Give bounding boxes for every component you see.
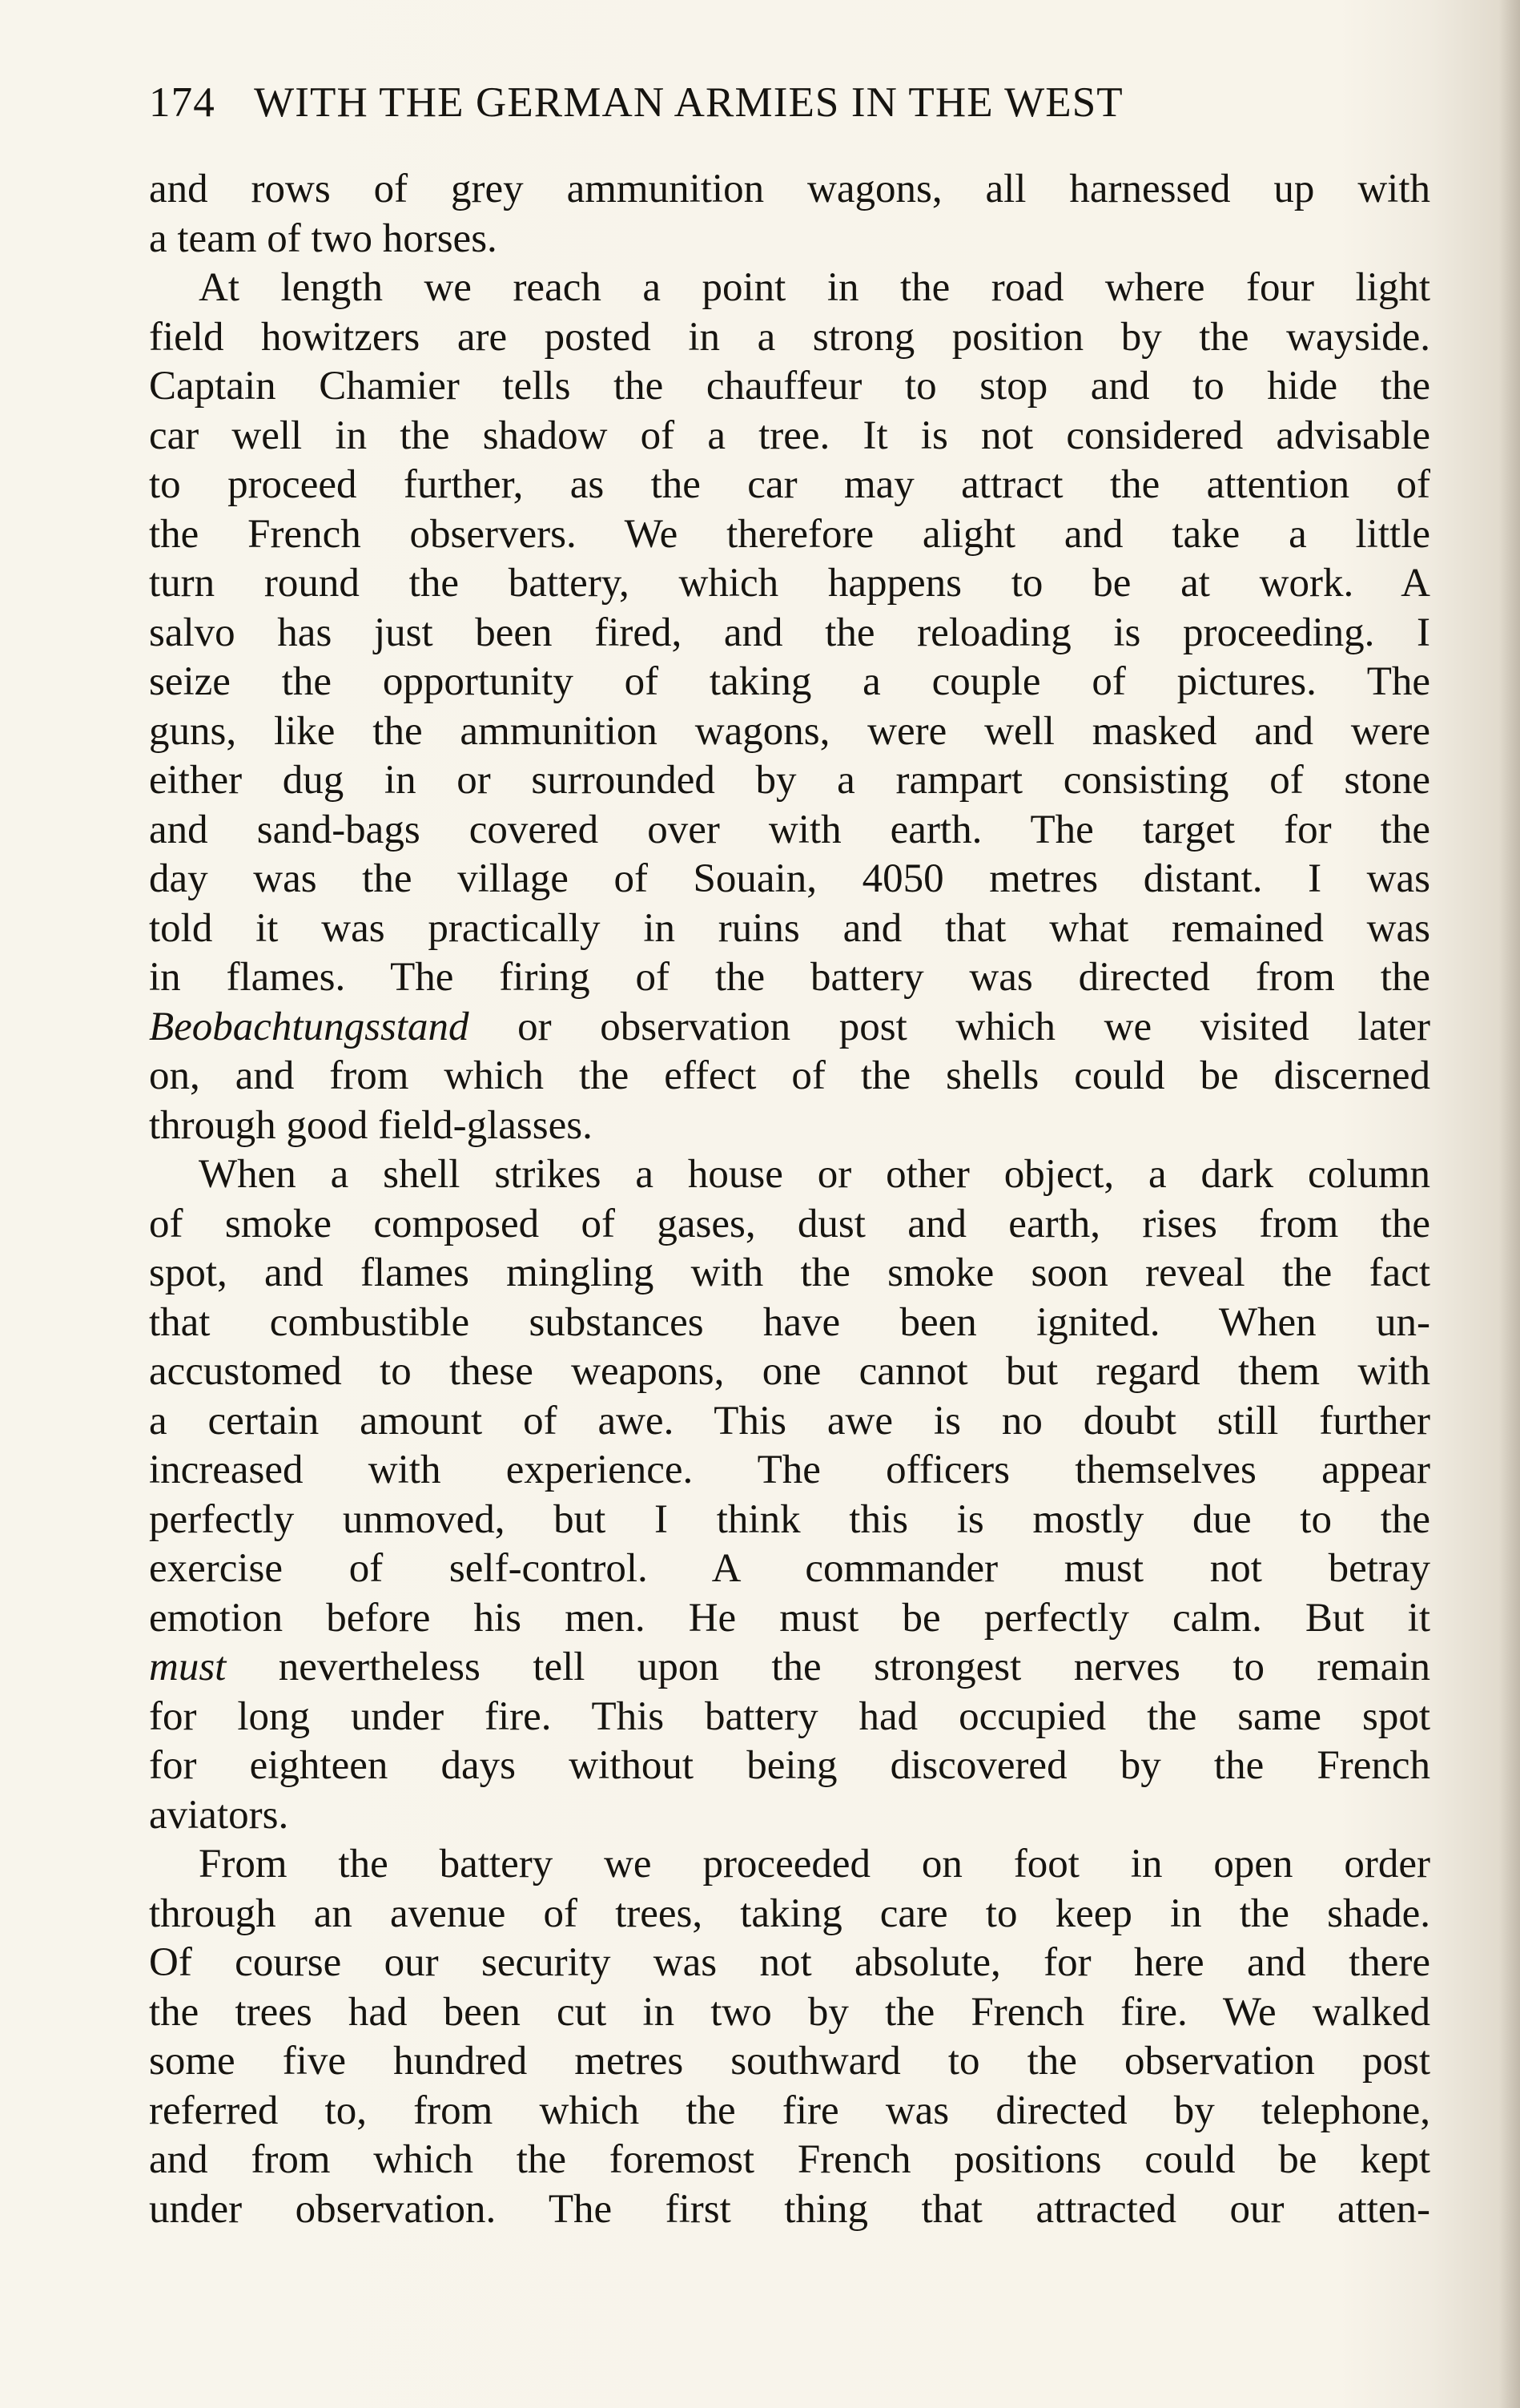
text-line: either dug in or surrounded by a rampart consisting of stone	[149, 758, 1430, 803]
text-line: through good field-glasses.	[149, 1102, 593, 1148]
text-line: aviators.	[149, 1792, 289, 1838]
text-line: perfectly unmoved, but I think this is mostly due to the	[149, 1496, 1430, 1542]
text-line: turn round the battery, which happens to be at work. A	[149, 561, 1430, 606]
text-line: salvo has just been fired, and the reloading is proceeding. I	[149, 610, 1430, 655]
text-line: guns, like the ammunition wagons, were well masked and were	[149, 708, 1430, 754]
page-header	[149, 74, 1350, 131]
text-line: increased with experience. The officers themselves appear	[149, 1448, 1430, 1492]
page-edge-shadow	[1499, 0, 1520, 2408]
body-text	[149, 165, 1430, 2234]
text-line: through an avenue of trees, taking care to keep in the shade.	[149, 1891, 1430, 1936]
text-line: referred to, from which the fire was directed by telephone,	[149, 2088, 1430, 2133]
text-line: accustomed to these weapons, one cannot but regard them with	[149, 1349, 1430, 1394]
text-line: When a shell strikes a house or other object, a dark column	[199, 1152, 1430, 1197]
text-line: told it was practically in ruins and that what remained was	[149, 905, 1430, 951]
text-line: and rows of grey ammunition wagons, all harnessed up with	[149, 167, 1430, 211]
text-line: At length we reach a point in the road where four light	[199, 265, 1430, 310]
text-line: Of course our security was not absolute, for here and there	[149, 1940, 1430, 1985]
text-line: in flames. The firing of the battery was directed from the	[149, 955, 1430, 1000]
text-line: and sand-bags covered over with earth. The target for the	[149, 807, 1430, 852]
text-line: the French observers. We therefore alight and take a little	[149, 511, 1430, 557]
text-line: and from which the foremost French positions could be kept	[149, 2137, 1430, 2182]
text-line: some five hundred metres southward to the observation post	[149, 2039, 1430, 2084]
text-line: From the battery we proceeded on foot in open order	[199, 1842, 1430, 1887]
text-line: Beobachtungsstand or observation post which we visited later	[149, 1004, 1430, 1049]
text-line: a team of two horses.	[149, 215, 497, 261]
text-line: field howitzers are posted in a strong position by the wayside.	[149, 314, 1430, 360]
text-line: emotion before his men. He must be perfectly calm. But it	[149, 1595, 1430, 1641]
text-line: under observation. The first thing that attracted our atten-	[149, 2186, 1430, 2232]
text-line: the trees had been cut in two by the French fire. We walked	[149, 1989, 1430, 2035]
text-line: day was the village of Souain, 4050 metres distant. I was	[149, 856, 1430, 901]
page-number: 174	[149, 79, 215, 126]
text-line: a certain amount of awe. This awe is no doubt still further	[149, 1398, 1430, 1444]
text-line: that combustible substances have been ignited. When un-	[149, 1299, 1430, 1345]
running-title: WITH THE GERMAN ARMIES IN THE WEST	[254, 79, 1124, 126]
text-line: for eighteen days without being discovered by the French	[149, 1743, 1430, 1788]
text-line: of smoke composed of gases, dust and earth, rises from the	[149, 1201, 1430, 1246]
text-line: for long under fire. This battery had occupied the same spot	[149, 1693, 1430, 1739]
text-line: must nevertheless tell upon the strongest nerves to remain	[149, 1645, 1430, 1689]
text-line: spot, and flames mingling with the smoke soon reveal the fact	[149, 1250, 1430, 1295]
text-line: exercise of self-control. A commander must not betray	[149, 1546, 1430, 1591]
text-line: Captain Chamier tells the chauffeur to stop and to hide the	[149, 364, 1430, 409]
text-line: on, and from which the effect of the shells could be discerned	[149, 1053, 1430, 1098]
text-line: to proceed further, as the car may attract the attention of	[149, 462, 1430, 507]
text-line: seize the opportunity of taking a couple of pictures. The	[149, 659, 1430, 704]
text-line: car well in the shadow of a tree. It is not considered advisable	[149, 413, 1430, 458]
